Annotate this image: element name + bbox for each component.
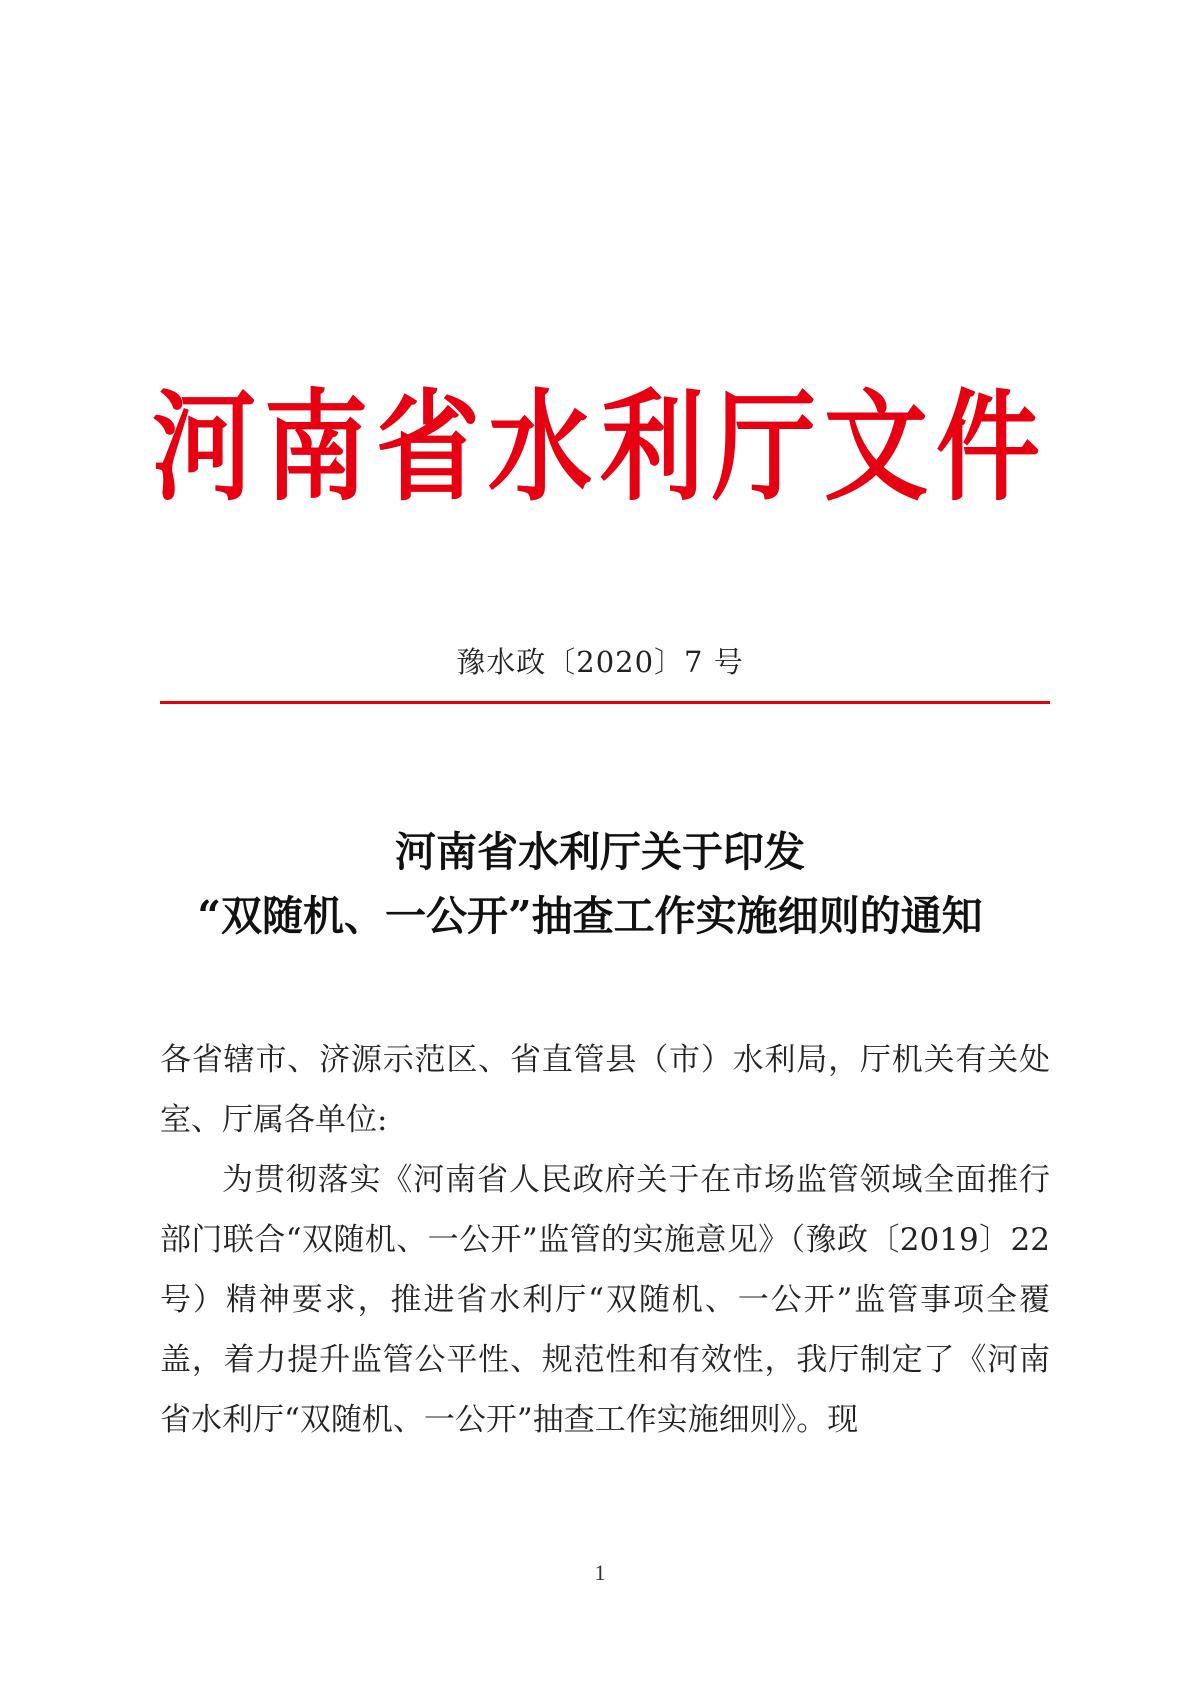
body-paragraph: 为贯彻落实《河南省人民政府关于在市场监管领域全面推行部门联合“双随机、一公开”监管的实施意见》（豫政〔2019〕22 号）精神要求，推进省水利厅“双随机、一公开”监管事项全覆盖，着力提升监管公平性、规范性和有效性，我厅制定了《河南省水利厅“双随机、一公开”抽查工作实施细则》。现 <box>160 1162 1050 1438</box>
document-number: 豫水政〔2020〕7 号 <box>456 645 744 679</box>
masthead-title: 河南省水利厅文件 <box>151 375 1048 518</box>
salutation: 各省辖市、济源示范区、省直管县（市）水利局，厅机关有关处室、厅属各单位: <box>160 1042 1050 1138</box>
title-line-1: 河南省水利厅关于印发 <box>395 828 805 876</box>
title-line-2: “双随机、一公开”抽查工作实施细则的通知 <box>197 892 983 940</box>
notice-title <box>0 820 1200 948</box>
page-number: 1 <box>594 1560 606 1585</box>
document-body <box>160 1030 1050 1450</box>
red-divider-line <box>160 701 1050 704</box>
